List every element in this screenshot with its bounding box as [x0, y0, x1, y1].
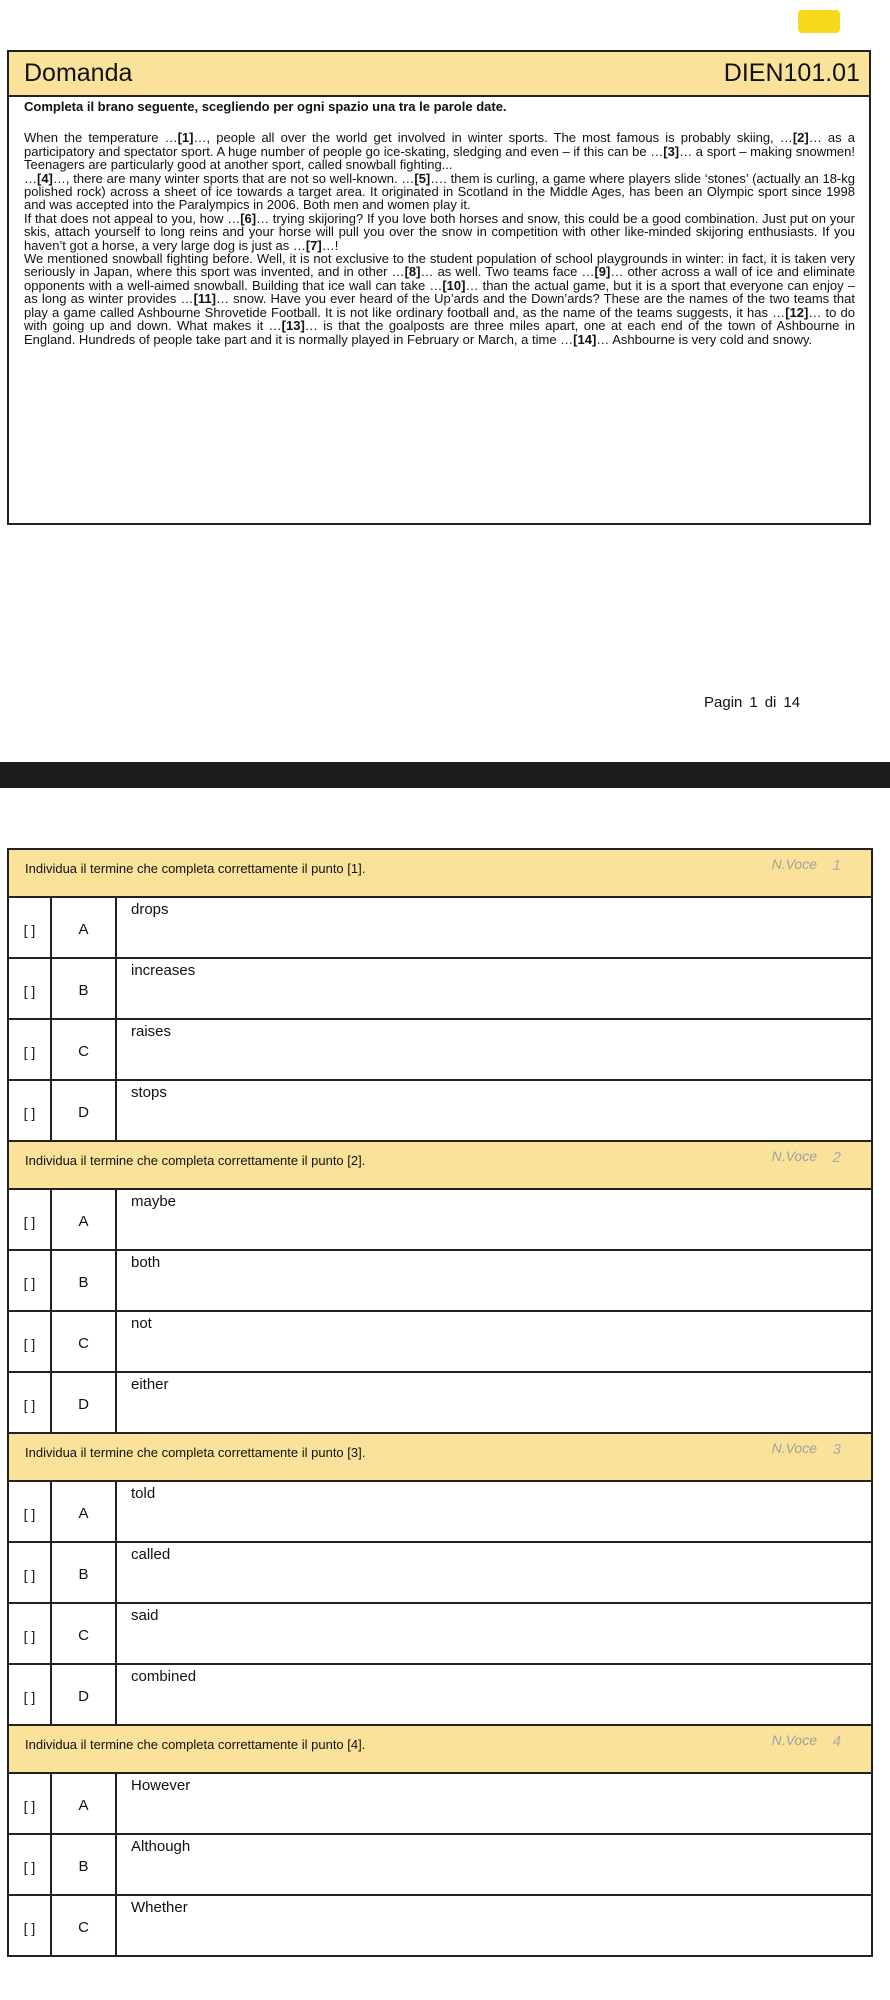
option-text: maybe: [131, 1193, 177, 1210]
question-code: DIEN101.01: [723, 59, 860, 87]
voce-number: 1: [832, 857, 841, 874]
option-checkbox[interactable]: [ ]: [9, 1020, 52, 1079]
option-letter: C: [52, 1020, 117, 1079]
passage-text: … Ashbourne is very cold and snowy.: [596, 331, 813, 347]
option-text: called: [131, 1546, 171, 1563]
option-letter: A: [52, 1774, 117, 1833]
passage-text: … as well. Two teams face …: [420, 264, 595, 280]
option-checkbox[interactable]: [ ]: [9, 1190, 52, 1249]
option-text: either: [131, 1376, 169, 1393]
option-row[interactable]: [9, 1373, 871, 1434]
question-header: [9, 52, 869, 97]
answer-area: [7, 848, 873, 1957]
option-letter: B: [52, 1835, 117, 1894]
gap-marker: [1]: [177, 130, 194, 146]
option-letter: B: [52, 1543, 117, 1602]
passage-text: …. them is curling, a game where players slide ‘stones’ (actually an 18-kg polished rock) across a sheet of ice towards a target area. It originated in Scotland in the Middle Ages, has been an Olympic sport since 1998 and was accepted into the Paralympics in 2006. Both men and women play it.: [24, 170, 855, 213]
gap-marker: [9]: [594, 264, 611, 280]
gap-marker: [2]: [792, 130, 809, 146]
page-label: Pagin: [704, 694, 743, 711]
option-text: drops: [131, 901, 169, 918]
option-letter: A: [52, 898, 117, 957]
option-letter: D: [52, 1665, 117, 1724]
option-letter: D: [52, 1373, 117, 1432]
option-letter: C: [52, 1312, 117, 1371]
voce-number: 3: [832, 1441, 841, 1458]
passage-text: … a sport – making snowmen! Teenagers are particularly good at another sport, called snowball fighting...: [24, 143, 855, 173]
option-checkbox[interactable]: [ ]: [9, 1896, 52, 1955]
gap-marker: [6]: [240, 210, 257, 226]
voce-label: N.Voce: [771, 856, 817, 872]
option-checkbox[interactable]: [ ]: [9, 1835, 52, 1894]
passage-text: When the temperature …: [24, 130, 178, 146]
option-row[interactable]: [9, 1190, 871, 1251]
passage-text: … snow. Have you ever heard of the Up’ards and the Down’ards? These are the names of the two teams that play a game called Ashbourne Shrovetide Football. It is not like ordinary football and, as the name of the teams suggests, it has …: [24, 291, 855, 320]
question-title: Domanda: [24, 59, 133, 87]
passage-text: … to do with going up and down. What makes it …: [24, 304, 855, 334]
option-checkbox[interactable]: [ ]: [9, 959, 52, 1018]
voce-label: N.Voce: [771, 1440, 817, 1456]
option-text: However: [131, 1777, 191, 1794]
option-letter: C: [52, 1896, 117, 1955]
item-prompt: Individua il termine che completa correttamente il punto [1].: [25, 861, 366, 876]
option-row[interactable]: [9, 1020, 871, 1081]
question-instruction: Completa il brano seguente, scegliendo per ogni spazio una tra le parole date.: [24, 99, 507, 114]
gap-marker: [8]: [404, 264, 421, 280]
gap-marker: [10]: [442, 277, 466, 293]
option-checkbox[interactable]: [ ]: [9, 1312, 52, 1371]
option-text: said: [131, 1607, 159, 1624]
option-text: raises: [131, 1023, 172, 1040]
option-text: told: [131, 1485, 156, 1502]
gap-marker: [7]: [305, 237, 322, 253]
passage-text: …, there are many winter sports that are not so well-known. …: [52, 170, 415, 186]
option-text: both: [131, 1254, 161, 1271]
item-header: [9, 1726, 871, 1774]
passage-text: … is that the goalposts are three miles apart, one at each end of the town of Ashbourne in England. Hundreds of people take part and it is normally played in February or March, a time …: [24, 318, 855, 347]
option-checkbox[interactable]: [ ]: [9, 1774, 52, 1833]
option-row[interactable]: [9, 1482, 871, 1543]
page-of: di: [764, 694, 777, 711]
option-letter: C: [52, 1604, 117, 1663]
option-checkbox[interactable]: [ ]: [9, 1604, 52, 1663]
gap-marker: [11]: [193, 291, 216, 307]
question-box: [7, 50, 871, 525]
passage-text: … other across a wall of ice and eliminate opponents with a well-aimed snowball. Building that ice wall can take …: [24, 264, 855, 293]
option-text: combined: [131, 1668, 197, 1685]
option-checkbox[interactable]: [ ]: [9, 1081, 52, 1140]
passage-text: …, people all over the world get involved in winter sports. The most famous is probably skiing, …: [193, 130, 793, 146]
passage-paragraph: [24, 131, 855, 171]
gap-marker: [5]: [414, 170, 431, 186]
pagination: [704, 694, 800, 711]
item-prompt: Individua il termine che completa correttamente il punto [3].: [25, 1445, 366, 1460]
option-checkbox[interactable]: [ ]: [9, 1543, 52, 1602]
option-letter: A: [52, 1482, 117, 1541]
option-letter: D: [52, 1081, 117, 1140]
option-text: stops: [131, 1084, 167, 1101]
passage-paragraph: [24, 212, 855, 252]
option-text: Whether: [131, 1899, 188, 1916]
page-separator: [0, 762, 890, 788]
item-prompt: Individua il termine che completa correttamente il punto [2].: [25, 1153, 366, 1168]
option-letter: B: [52, 1251, 117, 1310]
option-letter: B: [52, 959, 117, 1018]
option-text: increases: [131, 962, 196, 979]
passage-paragraph: [24, 252, 855, 346]
gap-marker: [13]: [281, 318, 305, 334]
voce-label: N.Voce: [771, 1148, 817, 1164]
page-current: 1: [749, 694, 758, 711]
gap-marker: [12]: [785, 304, 809, 320]
option-row[interactable]: [9, 1665, 871, 1726]
item-header: [9, 1142, 871, 1190]
passage-text: … than the actual game, but it is a sport that everyone can enjoy – as long as winter provides …: [24, 277, 855, 307]
option-row[interactable]: [9, 1081, 871, 1142]
gap-marker: [14]: [573, 331, 597, 347]
gap-marker: [3]: [663, 143, 680, 159]
question-body: [9, 97, 869, 346]
option-row[interactable]: [9, 1835, 871, 1896]
option-row[interactable]: [9, 1312, 871, 1373]
option-letter: A: [52, 1190, 117, 1249]
option-row[interactable]: [9, 959, 871, 1020]
voce-number: 2: [832, 1149, 841, 1166]
passage-paragraph: [24, 172, 855, 212]
option-checkbox[interactable]: [ ]: [9, 1373, 52, 1432]
passage-text: We mentioned snowball fighting before. Well, it is not exclusive to the student population of school playgrounds in winter: in fact, it is taken very seriously in Japan, where this sport was invented, and in other …: [24, 251, 855, 280]
corner-tab[interactable]: [798, 10, 840, 33]
option-checkbox[interactable]: [ ]: [9, 1665, 52, 1724]
option-checkbox[interactable]: [ ]: [9, 898, 52, 957]
gap-marker: [4]: [37, 170, 53, 186]
option-row[interactable]: [9, 1774, 871, 1835]
option-text: not: [131, 1315, 152, 1332]
item-prompt: Individua il termine che completa correttamente il punto [4].: [25, 1737, 366, 1752]
option-checkbox[interactable]: [ ]: [9, 1482, 52, 1541]
option-row[interactable]: [9, 898, 871, 959]
option-row[interactable]: [9, 1604, 871, 1665]
option-row[interactable]: [9, 1543, 871, 1604]
passage: [24, 131, 855, 346]
item-header: [9, 850, 871, 898]
option-row[interactable]: [9, 1896, 871, 1957]
passage-text: …: [24, 170, 37, 186]
page-total: 14: [783, 694, 801, 711]
option-text: Although: [131, 1838, 191, 1855]
passage-text: …!: [321, 237, 339, 253]
item-header: [9, 1434, 871, 1482]
voce-label: N.Voce: [771, 1732, 817, 1748]
option-row[interactable]: [9, 1251, 871, 1312]
option-checkbox[interactable]: [ ]: [9, 1251, 52, 1310]
passage-text: If that does not appeal to you, how …: [24, 210, 241, 226]
voce-number: 4: [832, 1733, 841, 1750]
passage-text: … as a participatory and spectator sport. A huge number of people go ice-skating, sledging and even – if this can be …: [24, 130, 855, 159]
passage-text: … trying skijoring? If you love both horses and snow, this could be a good combination. Just put on your skis, attach yourself to long reins and your horse will pull you over the snow in competition with other like-minded skijoring enthusiasts. If you haven’t got a horse, a very large dog is just as …: [24, 210, 855, 253]
